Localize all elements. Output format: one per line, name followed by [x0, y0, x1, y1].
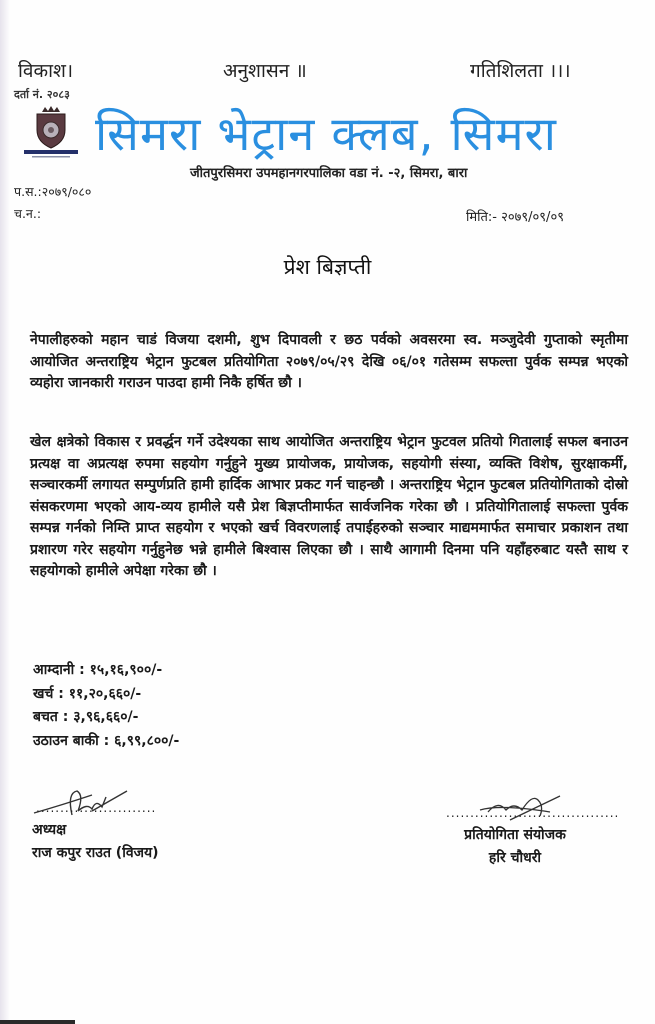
- signature-line: .........................: [36, 801, 157, 815]
- finance-label: उठाउन बाकी: [33, 732, 99, 749]
- finance-value: ११,२०,६६०/-: [68, 685, 142, 702]
- finance-summary: [33, 659, 179, 753]
- finance-row-savings: बचत : ३,९६,६६०/-: [33, 709, 139, 725]
- signature-block-president: [32, 785, 162, 865]
- finance-label: बचत: [33, 709, 58, 725]
- finance-row-expense: खर्च : ११,२०,६६०/-: [33, 685, 142, 702]
- shield-crown-logo-icon: [20, 106, 82, 160]
- signature-block-coordinator: [440, 790, 620, 870]
- finance-value: १५,१६,९००/-: [89, 662, 163, 678]
- club-name-heading: सिमरा भेट्रान क्लब, सिमरा: [95, 107, 557, 162]
- signature-mark: [440, 790, 620, 824]
- finance-row-receivable: उठाउन बाकी : ६,९९,८००/-: [33, 732, 180, 749]
- finance-label: खर्च: [33, 685, 54, 702]
- signature-mark: [32, 785, 162, 819]
- page-bottom-edge: [0, 1020, 75, 1024]
- motto-gatishilata: गतिशिलता ।।।: [470, 60, 571, 82]
- dispatch-number: च.न.:: [14, 206, 42, 221]
- page-edge-shadow: [0, 0, 10, 1024]
- club-address: जीतपुरसिमरा उपमहानगरपालिका वडा नं. -२, सिमरा, बारा: [190, 166, 468, 181]
- motto-vikash: विकाश।: [18, 60, 74, 82]
- finance-value: ६,९९,८००/-: [114, 732, 180, 749]
- signatory-name: राज कपुर राउत (विजय): [32, 845, 159, 861]
- motto-anushasan: अनुशासन ॥: [223, 60, 307, 82]
- finance-row-income: आम्दानी : १५,१६,९००/-: [33, 662, 163, 678]
- finance-value: ३,९६,६६०/-: [73, 709, 139, 725]
- signatory-role: अध्यक्ष: [32, 822, 67, 838]
- press-release-title: प्रेश बिज्ञप्ती: [283, 255, 372, 279]
- signature-line: ....................................: [446, 806, 620, 820]
- finance-label: आम्दानी: [33, 662, 75, 678]
- signatory-role: प्रतियोगिता संयोजक: [464, 827, 566, 843]
- registration-number: दर्ता नं. २०८३: [14, 88, 70, 101]
- reference-number: प.स.:२०७९/०८०: [14, 184, 92, 199]
- signatory-name: हरि चौधरी: [488, 850, 542, 866]
- letter-date: मिति:- २०७९/०९/०९: [466, 210, 564, 225]
- body-paragraph: खेल क्षत्रेको विकास र प्रवर्द्धन गर्ने उदेश्यका साथ आयोजित अन्तराष्ट्रिय भेट्रान फुटवल प्रतियो गितालाई सफल बनाउन प्रत्यक्ष वा अप्रत्यक्ष रुपमा सहयोग गर्नुहुने मुख्य प्रायोजक, प्रायोजक, सहयोगी संस्या, व्यक्ति विशेष, सुरक्षाकर्मी, सञ्चारकर्मी लगायत सम्पुर्णप्रति हामी हार्दिक आभार प्रकट गर्न चाहन्छौ । अन्तराष्ट्रिय भेट्रान फुटबल प्रतियोगिताको दोस्रो संसकरणमा भएको आय-व्यय हामीले यसै प्रेश बिज्ञप्तीमार्फत सार्वजनिक गरेका छौ । प्रतियोगितालाई सफल्ता पुर्वक सम्पन्न गर्नको निम्ति प्राप्त सहयोग र भएको खर्च विवरणलाई तपाईहरुको सञ्चार माद्यममार्फत समाचार प्रकाशन तथा प्रशारण गरेर सहयोग गर्नुहुनेछ भन्ने हामीले बिश्वास लिएका छौ । साथै आगामी दिनमा पनि यहाँहरुबाट यस्तै साथ र सहयोगको हामीले अपेक्षा गरेका छौ ।: [30, 434, 628, 579]
- body-paragraph: नेपालीहरुको महान चाडं विजया दशमी, शुभ दिपावली र छठ पर्वको अवसरमा स्व. मञ्जुदेवी गुप्ताको स्मृतीमा आयोजित अन्तराष्ट्रिय भेट्रान फुटबल प्रतियोगिता २०७९/०५/२९ देखि ०६/०१ गतेसम्म सफल्ता पुर्वक सम्पन्न भएको व्यहोरा जानकारी गराउन पाउदा हामी निकै हर्षित छौ ।: [30, 332, 628, 391]
